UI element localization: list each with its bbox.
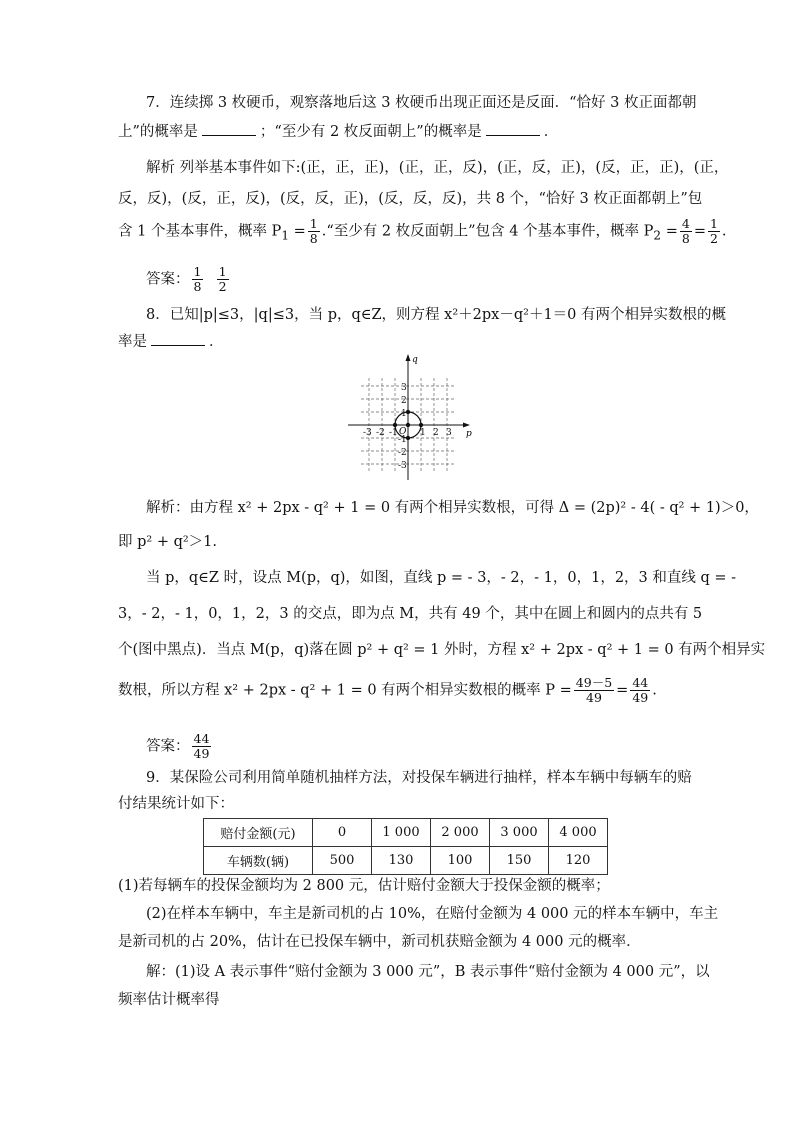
table-cell: 500 (313, 847, 372, 875)
q7-ans2-frac: $\frac{1}{2}$ (218, 264, 227, 294)
q8-line2-text: 率是 (118, 334, 147, 350)
q7-sol1: 解析 列举基本事件如下:(正，正，正)，(正，正，反)，(正，反，正)，(反，正，正)，(正， (146, 160, 729, 176)
q7-sol3b: “至少有 2 枚反面朝上”包含 4 个基本事件，概率 P (326, 223, 654, 240)
q-axis-label: q (412, 355, 418, 365)
q7-line2c: ． (543, 124, 559, 140)
x-tick-label: -3 (363, 428, 372, 438)
table-cell: 150 (490, 847, 549, 875)
q8-blank (151, 331, 205, 346)
x-tick-label: 3 (446, 428, 452, 438)
table-row (204, 847, 608, 875)
black-point (406, 423, 410, 427)
q7-line2b: ；“至少有 2 枚反面朝上”的概率是 (259, 124, 482, 140)
q9-line2: 付结果统计如下： (118, 796, 234, 812)
q8-answer-label: 答案： (146, 738, 190, 755)
q9-sol1: 解：(1)设 A 表示事件“赔付金额为 3 000 元”，B 表示事件“赔付金额为 4 000 元”，以 (146, 964, 710, 980)
table-cell: 0 (313, 819, 372, 847)
q-axis-arrow (406, 354, 411, 361)
q8-sol6: 数根，所以方程 x² + 2px - q² + 1 = 0 有两个相异实数根的概率 P = $\frac{49-5}{49}$ = $\frac{44}{49}$ . (118, 675, 657, 705)
table-cell: 赔付金额(元) (204, 819, 313, 847)
y-tick-label: 3 (401, 383, 407, 393)
q8-sol1: 解析：由方程 x² + 2px - q² + 1 = 0 有两个相异实数根，可得 Δ = (2p)² - 4( - q² + 1)＞0， (146, 500, 759, 516)
q7-answer-label: 答案： (146, 271, 190, 288)
q7-blank1 (202, 121, 256, 136)
table-cell: 2 000 (431, 819, 490, 847)
q7-blank2 (486, 121, 540, 136)
table-cell: 3 000 (490, 819, 549, 847)
coordinate-graph (346, 352, 476, 482)
y-tick-label: 1 (401, 409, 407, 419)
p-axis-label: p (466, 429, 472, 439)
q8-sol6a: 数根，所以方程 x² + 2px - q² + 1 = 0 有两个相异实数根的概率 P = (118, 682, 572, 699)
q8-line2-end: ． (209, 334, 224, 350)
q8-sol3: 当 p，q∈Z 时，设点 M(p，q)，如图，直线 p = - 3，- 2，- 1，0，1，2，3 和直线 q = - (146, 570, 737, 586)
table-cell: 1 000 (372, 819, 431, 847)
table-cell: 100 (431, 847, 490, 875)
p-axis-arrow (463, 423, 470, 428)
black-point (393, 423, 397, 427)
q8-sol4: 3，- 2，- 1，0，1，2，3 的交点，即为点 M，共有 49 个，其中在圆上和圆内的点共有 5 (118, 606, 703, 622)
payout-table (203, 818, 608, 875)
y-tick-label: -3 (398, 461, 407, 471)
y-tick-label: 2 (401, 396, 407, 406)
table-cell: 车辆数(辆) (204, 847, 313, 875)
q9-sol2: 频率估计概率得 (118, 992, 220, 1008)
q9-part2a: (2)在样本车辆中，车主是新司机的占 10%，在赔付金额为 4 000 元的样本车辆中，车主 (146, 906, 719, 922)
q7-ans1-frac: $\frac{1}{8}$ (193, 264, 202, 294)
y-tick-label: -1 (398, 435, 407, 445)
q8-line2 (118, 331, 224, 352)
q7-p2b-frac: $\frac{1}{2}$ (709, 216, 718, 246)
q8-sol5: 个(图中黑点)．当点 M(p，q)落在圆 p² + q² = 1 外时，方程 x² + 2px - q² + 1 = 0 有两个相异实 (118, 642, 766, 658)
q9-part2b: 是新司机的占 20%，估计在已投保车辆中，新司机获赔金额为 4 000 元的概率． (118, 934, 641, 950)
q9-line1: 9．某保险公司利用简单随机抽样方法，对投保车辆进行抽样，样本车辆中每辆车的赔 (146, 770, 692, 786)
table-cell: 130 (372, 847, 431, 875)
x-tick-label: -2 (376, 428, 385, 438)
black-point (419, 423, 423, 427)
q8-sol2: 即 p² + q²＞1. (118, 534, 218, 550)
table-row (204, 819, 608, 847)
q8-line1: 8．已知|p|≤3，|q|≤3，当 p，q∈Z，则方程 x²＋2px－q²＋1＝0 有两个相异实数根的概 (146, 307, 726, 323)
x-tick-label: 1 (420, 428, 426, 438)
origin-label: O (399, 427, 407, 437)
q7-line2 (118, 121, 558, 142)
q8-ans-frac: $\frac{44}{49}$ (193, 731, 210, 761)
y-tick-label: -2 (398, 448, 407, 458)
q7-line1: 7．连续掷 3 枚硬币，观察落地后这 3 枚硬币出现正面还是反面．“恰好 3 枚正面都朝 (146, 95, 697, 111)
x-tick-label: -1 (389, 428, 398, 438)
q7-sol3: 含 1 个基本事件，概率 $P_1$ = $\frac{1}{8}$ .“至少有 2 枚反面朝上”包含 4 个基本事件，概率 $P_2$ = $\frac{4}{8}$ = $\frac{1}{2}$ . (118, 216, 727, 246)
q8-answer (146, 732, 213, 761)
x-tick-label: 2 (433, 428, 439, 438)
q8-frac1: $\frac{49-5}{49}$ (575, 675, 613, 705)
q7-sol3a: 含 1 个基本事件，概率 P (118, 223, 282, 240)
q7-line2a: 上”的概率是 (118, 124, 198, 140)
q7-p2a-frac: $\frac{4}{8}$ (681, 216, 690, 246)
q7-p1-frac: $\frac{1}{8}$ (309, 216, 318, 246)
q7-answer (146, 265, 231, 294)
q7-sol2: 反，反)，(反，正，反)，(反，反，正)，(反，反，反)，共 8 个，“恰好 3 枚正面都朝上”包 (118, 191, 703, 207)
table-cell: 120 (549, 847, 608, 875)
q8-frac2: $\frac{44}{49}$ (632, 675, 649, 705)
q9-part1: (1)若每辆车的投保金额均为 2 800 元，估计赔付金额大于投保金额的概率； (118, 878, 610, 894)
table-cell: 4 000 (549, 819, 608, 847)
